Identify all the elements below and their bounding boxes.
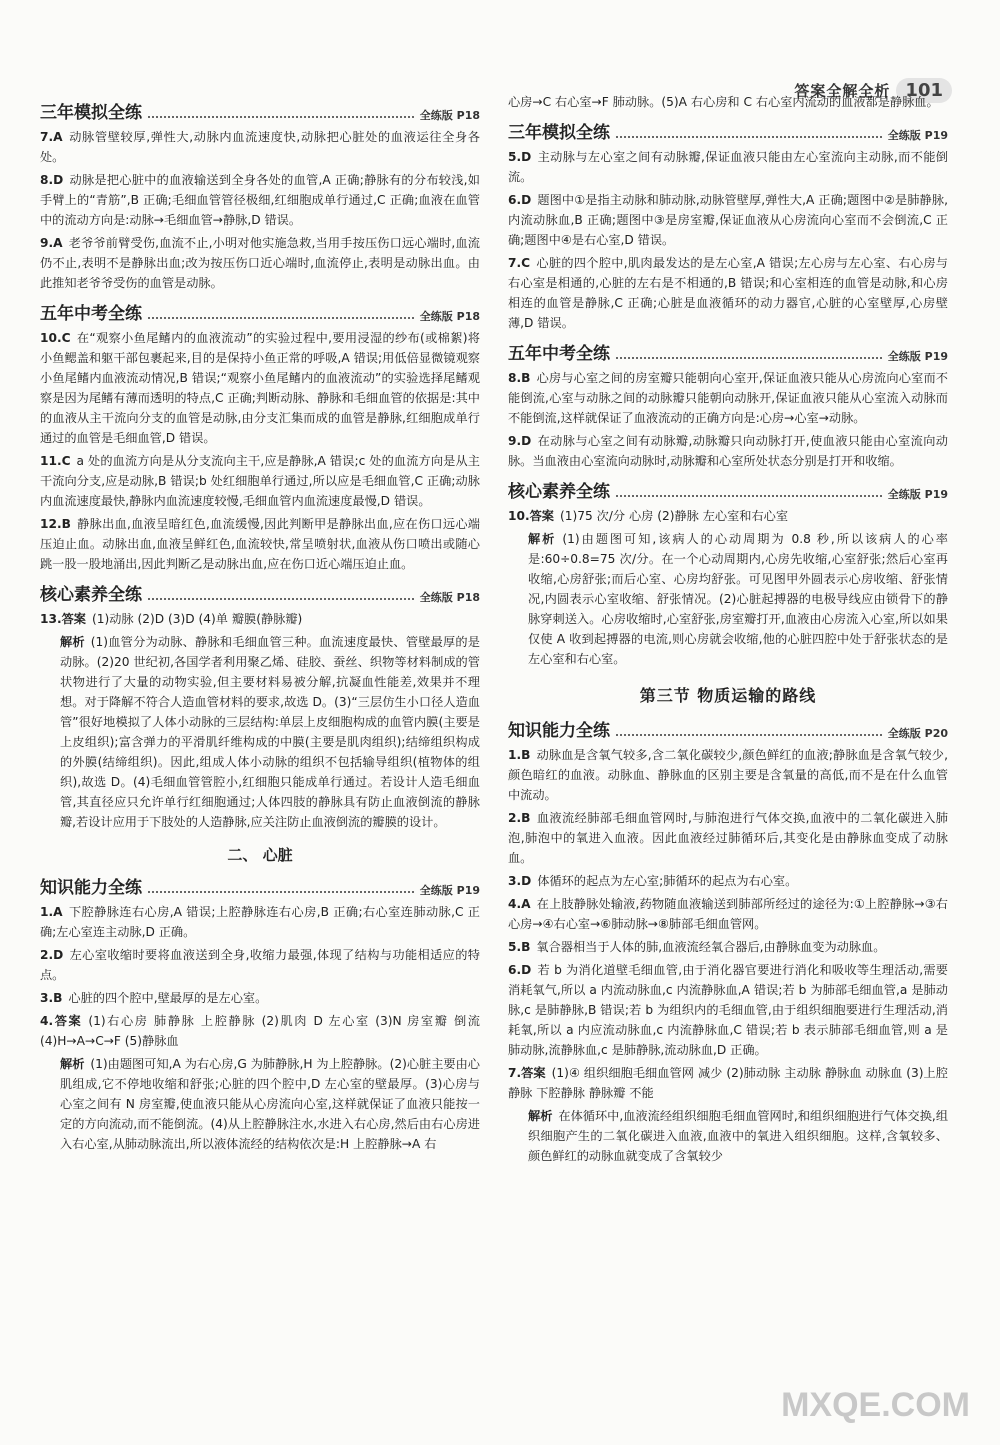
answer-item xyxy=(40,609,480,629)
section-ref: 全练版 P18 xyxy=(419,591,480,604)
section-ref: 全练版 P18 xyxy=(419,310,480,323)
analysis-block xyxy=(40,1054,480,1154)
item-text: 氧合器相当于人体的肺,血液流经氧合器后,由静脉血变为动脉血。 xyxy=(536,940,886,954)
item-number: 3.B xyxy=(40,991,63,1005)
item-text: 心脏的四个腔中,肌肉最发达的是左心室,A 错误;左心房与左心室、右心房与右心室是相通的,心脏的左右是不相通的,B 错误;和心室相连的血管是动脉,和心房相连的血管是静脉,C 正确;心脏是血液循环的动力器官,心脏的心室壁厚,心房壁薄,D 错误。 xyxy=(508,256,948,330)
item-text: (1)动脉 (2)D (3)D (4)单 瓣膜(静脉瓣) xyxy=(91,612,303,626)
item-number: 7.A xyxy=(40,130,63,144)
item-number: 9.A xyxy=(40,236,63,250)
item-text: (1)右心房 肺静脉 上腔静脉 (2)肌肉 D 左心室 (3)N 房室瓣 倒流 (4)H→A→C→F (5)静脉血 xyxy=(40,1014,480,1048)
answer-item xyxy=(508,937,948,957)
answer-item xyxy=(40,988,480,1008)
item-text: 动脉血是含氧气较多,含二氧化碳较少,颜色鲜红的血液;静脉血是含氧气较少,颜色暗红的血液。动脉血、静脉血的区别主要是含氧量的高低,而不是在什么血管中流动。 xyxy=(508,748,948,802)
item-text: 题图中①是指主动脉和肺动脉,动脉管壁厚,弹性大,A 正确;题图中②是肺静脉,内流动脉血,B 正确;题图中③是房室瓣,保证血液从心房流向心室而不会倒流,C 正确;题图中④是右心室,D 错误。 xyxy=(508,193,948,247)
section-ref: 全练版 P19 xyxy=(419,884,480,897)
answer-item xyxy=(40,451,480,511)
section-name: 知识能力全练 xyxy=(40,878,142,898)
watermark: MXQE.COM xyxy=(781,1386,970,1424)
analysis-block xyxy=(508,1106,948,1166)
item-number: 12.B xyxy=(40,517,71,531)
section-header xyxy=(508,716,948,741)
item-text: 老爷爷前臂受伤,血流不止,小明对他实施急救,当用手按压伤口远心端时,血流仍不止,表明不是静脉出血;改为按压伤口近心端时,血流停止,表明是动脉出血。由此推知老爷爷受伤的血管是动脉。 xyxy=(40,236,480,290)
section-ref: 全练版 P19 xyxy=(887,129,948,142)
answer-item xyxy=(40,170,480,230)
answer-item xyxy=(508,253,948,333)
item-text: (1)由题图可知,该病人的心动周期为 0.8 秒,所以该病人的心率是:60÷0.8=75 次/分。在一个心动周期内,心房先收缩,心室舒张;然后心室再收缩,心房舒张;而后心室、心房均舒张。可见图甲外圆表示心房收缩、舒张情况,内圆表示心室收缩、舒张情况。(2)心脏起搏器的电极导线应由锁骨下的静脉穿刺送入。心房收缩时,心室舒张,房室瓣打开,血液由心房流入心室,所以如果仅使 A 收到起搏器的电流,则心房就会收缩,他的心脏四腔中处于舒张状态的是左心室和右心室。 xyxy=(528,532,948,666)
answer-item xyxy=(508,431,948,471)
item-number: 2.D xyxy=(40,948,64,962)
section-name: 知识能力全练 xyxy=(508,721,610,741)
section-ref: 全练版 P19 xyxy=(887,350,948,363)
item-text: 血液流经肺部毛细血管网时,与肺泡进行气体交换,血液中的二氧化碳进入肺泡,肺泡中的氧进入血液。因此血液经过肺循环后,其变化是由静脉血变成了动脉血。 xyxy=(508,811,948,865)
answer-item xyxy=(508,808,948,868)
item-text: 若 b 为消化道壁毛细血管,由于消化器官要进行消化和吸收等生理活动,需要消耗氧气,所以 a 内流动脉血,c 内流静脉血,A 错误;若 b 为肺部毛细血管,a 是肺动脉,c 是肺静脉,B 错误;若 b 为组织内的毛细血管,由于组织细胞要进行生理活动,消耗氧,所以 a 内应流动脉血,c 内流静脉血,C 错误;若 b 表示肺部毛细血管,则 a 是肺动脉,流静脉血,c 是肺静脉,流动脉血,D 正确。 xyxy=(508,963,948,1057)
item-number: 7.答案 xyxy=(508,1066,546,1080)
item-text: 在“观察小鱼尾鳍内的血液流动”的实验过程中,要用浸湿的纱布(或棉絮)将小鱼鳃盖和躯干部包裹起来,目的是保持小鱼正常的呼吸,A 错误;用低倍显微镜观察小鱼尾鳍内血液流动情况,B 错误;“观察小鱼尾鳍内的血液流动”的实验选择尾鳍观察是因为尾鳍有薄而透明的特点,C 正确;判断动脉、静脉和毛细血管的依据是:其中的血液从主干流向分支的血管是动脉,由分支汇集而成的血管是静脉,红细胞成单行通过的血管是毛细血管,D 错误。 xyxy=(40,331,480,445)
subsection-title: 二、 心脏 xyxy=(227,846,293,864)
section-divider xyxy=(616,357,882,359)
analysis-block xyxy=(508,529,948,669)
left-column xyxy=(40,92,480,1157)
item-number: 解析 xyxy=(528,1109,553,1123)
section-divider xyxy=(148,317,414,319)
section-name: 三年模拟全练 xyxy=(508,123,610,143)
header-title: 答案全解全析 xyxy=(794,82,891,100)
item-number: 4.A xyxy=(508,897,531,911)
item-number: 7.C xyxy=(508,256,531,270)
answer-item xyxy=(508,368,948,428)
section-divider xyxy=(148,598,414,600)
item-number: 1.B xyxy=(508,748,531,762)
item-text: 在动脉与心室之间有动脉瓣,动脉瓣只向动脉打开,使血液只能由心室流向动脉。当血液由心室流向动脉时,动脉瓣和心室所处状态分别是打开和收缩。 xyxy=(508,434,948,468)
item-number: 10.C xyxy=(40,331,71,345)
item-text: 静脉出血,血液呈暗红色,血流缓慢,因此判断甲是静脉出血,应在伤口远心端压迫止血。动脉出血,血液呈鲜红色,血流较快,常呈喷射状,血液从伤口喷出或随心跳一股一股地涌出,因此判断乙是动脉出血,应在伤口近心端压迫止血。 xyxy=(40,517,480,571)
section-header xyxy=(508,339,948,364)
answer-item xyxy=(40,945,480,985)
item-text: 体循环的起点为左心室;肺循环的起点为右心室。 xyxy=(537,874,798,888)
item-text: 在体循环中,血液流经组织细胞毛细血管网时,和组织细胞进行气体交换,组织细胞产生的二氧化碳进入血液,血液中的氧进入组织细胞。这样,含氧较多、颜色鲜红的动脉血就变成了含氧较少 xyxy=(528,1109,949,1163)
item-number: 6.D xyxy=(508,193,532,207)
section-divider xyxy=(148,116,414,118)
answer-item xyxy=(40,1011,480,1051)
section-divider xyxy=(616,734,882,736)
section-name: 三年模拟全练 xyxy=(40,103,142,123)
answer-item xyxy=(40,328,480,448)
item-text: 动脉是把心脏中的血液输送到全身各处的血管,A 正确;静脉有的分布较浅,如手臂上的“青筋”,B 正确;毛细血管管径极细,红细胞成单行通过,C 正确;血液在血管中的流动方向是:动脉→毛细血管→静脉,D 错误。 xyxy=(40,173,480,227)
item-text: 在上肢静脉处输液,药物随血液输送到肺部所经过的途径为:①上腔静脉→③右心房→④右心室→⑥肺动脉→⑧肺部毛细血管网。 xyxy=(508,897,948,931)
analysis-block xyxy=(40,632,480,832)
answer-item xyxy=(508,745,948,805)
section-name: 五年中考全练 xyxy=(40,304,142,324)
answer-item xyxy=(40,127,480,167)
item-text: 下腔静脉连右心房,A 错误;上腔静脉连右心房,B 正确;右心室连肺动脉,C 正确;左心室连主动脉,D 正确。 xyxy=(40,905,480,939)
section-header xyxy=(40,98,480,123)
answer-item xyxy=(508,190,948,250)
item-text: (1)由题图可知,A 为右心房,G 为肺静脉,H 为上腔静脉。(2)心脏主要由心肌组成,它不停地收缩和舒张;心脏的四个腔中,D 左心室的壁最厚。(3)心房与心室之间有 N 房室瓣,使血液只能从心房流向心室,这样就保证了血液只能按一定的方向流动,而不能倒流。(4)从上腔静脉注水,水进入右心房,然后由右心房进入右心室,从肺动脉流出,所以液体流经的结构依次是:H 上腔静脉→A 右 xyxy=(60,1057,480,1151)
chapter-title: 第三节 物质运输的路线 xyxy=(639,686,817,705)
section-name: 核心素养全练 xyxy=(508,482,610,502)
item-number: 4.答案 xyxy=(40,1014,83,1028)
item-text: (1)75 次/分 心房 (2)静脉 左心室和右心室 xyxy=(559,509,789,523)
answer-item xyxy=(40,514,480,574)
section-ref: 全练版 P19 xyxy=(887,488,948,501)
page-number: 101 xyxy=(896,78,952,103)
item-number: 8.B xyxy=(508,371,531,385)
item-number: 解析 xyxy=(60,1057,85,1071)
item-text: 心房与心室之间的房室瓣只能朝向心室开,保证血液只能从心房流向心室而不能倒流,心室与动脉之间的动脉瓣只能朝向动脉开,保证血液只能从心室流入动脉而不能倒流,这样就保证了血液流动的正确方向是:心房→心室→动脉。 xyxy=(508,371,948,425)
answer-item xyxy=(508,894,948,934)
item-number: 6.D xyxy=(508,963,532,977)
item-text: 动脉管壁较厚,弹性大,动脉内血流速度快,动脉把心脏处的血液运往全身各处。 xyxy=(40,130,480,164)
item-number: 9.D xyxy=(508,434,532,448)
answer-item xyxy=(508,960,948,1060)
section-name: 核心素养全练 xyxy=(40,585,142,605)
continued-text: 心房→C 右心室→F 肺动脉。(5)A 右心房和 C 右心室内流动的血液都是静脉血。 xyxy=(508,95,939,109)
section-header xyxy=(40,299,480,324)
item-number: 8.D xyxy=(40,173,64,187)
item-number: 13.答案 xyxy=(40,612,86,626)
section-ref: 全练版 P20 xyxy=(887,727,948,740)
item-text: (1)血管分为动脉、静脉和毛细血管三种。血流速度最快、管壁最厚的是动脉。(2)20 世纪初,各国学者利用聚乙烯、硅胶、蚕丝、织物等材料制成的管状物进行了大量的动物实验,但主要材料易被分解,抗凝血性能差,效果并不理想。对于降解不符合人造血管材料的要求,故选 D。(3)“三层仿生小口径人造血管”很好地模拟了人体小动脉的三层结构:单层上皮细胞构成的血管内膜(主要是上皮组织);富含弹力的平滑肌纤维构成的中膜(主要是肌肉组织);结缔组织构成的外膜(结缔组织)。因此,组成人体小动脉的组织不包括输导组织(植物体的组织),故选 D。(4)毛细血管管腔小,红细胞只能成单行通过。若设计人造毛细血管,其直径应只允许单行红细胞通过;人体四肢的静脉具有防止血液倒流的静脉瓣,若设计应用于下肢处的人造静脉,应关注防止血液倒流的瓣膜的设计。 xyxy=(60,635,480,829)
item-number: 10.答案 xyxy=(508,509,554,523)
item-text: 主动脉与左心室之间有动脉瓣,保证血液只能由左心室流向主动脉,而不能倒流。 xyxy=(508,150,948,184)
answer-item xyxy=(508,147,948,187)
right-column xyxy=(508,92,948,1169)
section-name: 五年中考全练 xyxy=(508,344,610,364)
answer-item xyxy=(40,233,480,293)
item-number: 5.B xyxy=(508,940,531,954)
section-divider xyxy=(148,891,414,893)
section-header xyxy=(40,580,480,605)
section-divider xyxy=(616,136,882,138)
section-divider xyxy=(616,495,882,497)
answer-item xyxy=(508,871,948,891)
item-number: 5.D xyxy=(508,150,532,164)
item-number: 1.A xyxy=(40,905,63,919)
answer-item xyxy=(508,1063,948,1103)
item-text: a 处的血流方向是从分支流向主干,应是静脉,A 错误;c 处的血流方向是从主干流向分支,应是动脉,B 错误;b 处红细胞单行通过,所以应是毛细血管,C 正确;动脉内血流速度最快,静脉内血流速度较慢,毛细血管内血流速度最慢,D 错误。 xyxy=(40,454,480,508)
section-header xyxy=(508,477,948,502)
item-number: 解析 xyxy=(60,635,85,649)
item-number: 3.D xyxy=(508,874,532,888)
section-header xyxy=(508,118,948,143)
item-text: 左心室收缩时要将血液送到全身,收缩力最强,体现了结构与功能相适应的特点。 xyxy=(40,948,480,982)
item-number: 11.C xyxy=(40,454,71,468)
item-text: 心脏的四个腔中,壁最厚的是左心室。 xyxy=(68,991,268,1005)
section-header xyxy=(40,873,480,898)
item-number: 2.B xyxy=(508,811,531,825)
item-number: 解析 xyxy=(528,532,557,546)
section-ref: 全练版 P18 xyxy=(419,109,480,122)
answer-item xyxy=(40,902,480,942)
item-text: (1)④ 组织细胞毛细血管网 减少 (2)肺动脉 主动脉 静脉血 动脉血 (3)上腔静脉 下腔静脉 静脉瓣 不能 xyxy=(508,1066,948,1100)
answer-item xyxy=(508,506,948,526)
